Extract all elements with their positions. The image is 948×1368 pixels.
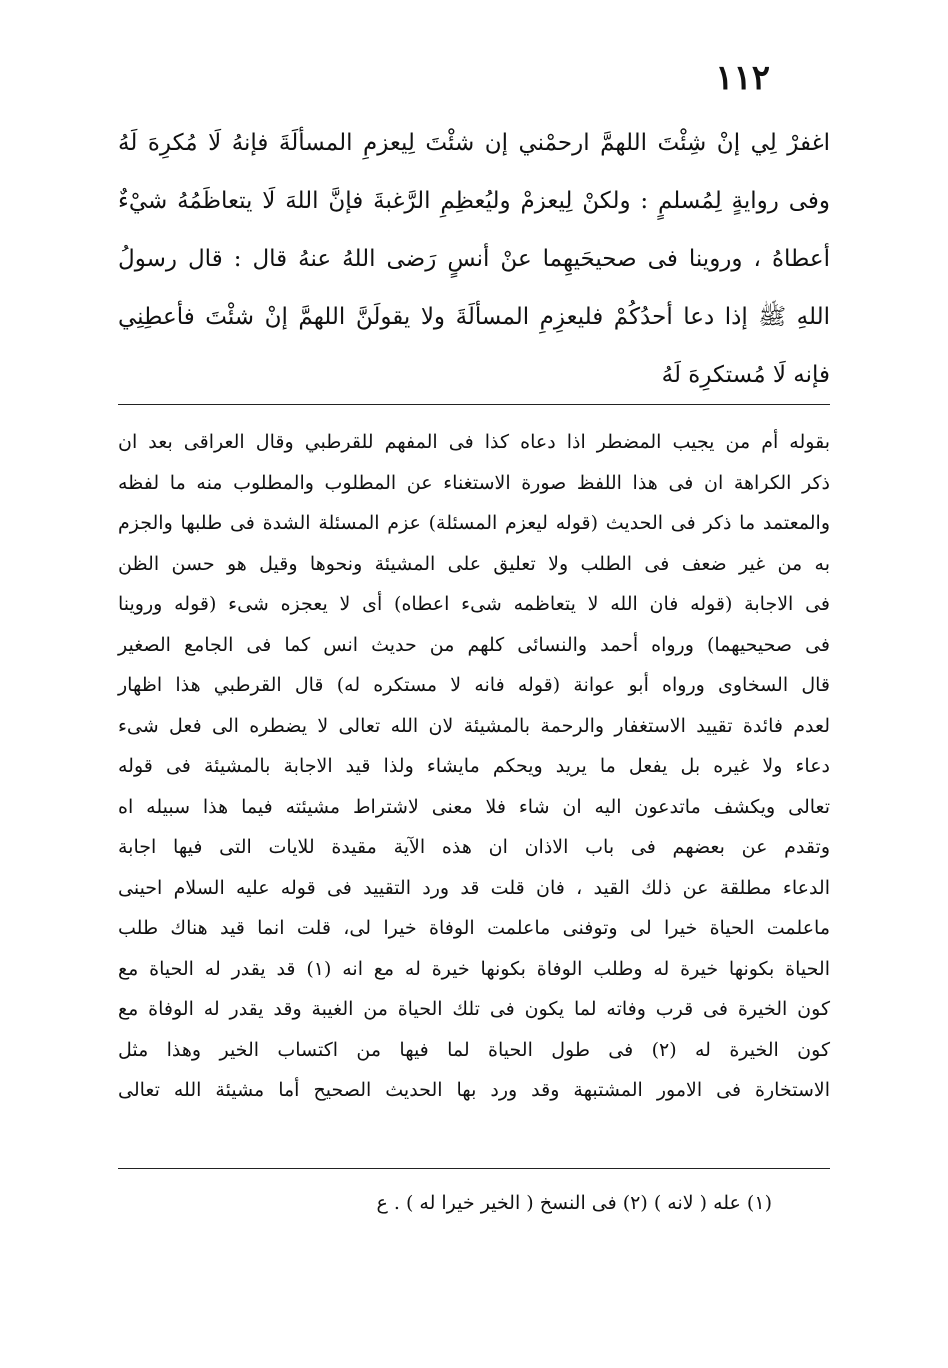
footnote-divider bbox=[118, 1168, 830, 1169]
commentary-line: والمعتمد ما ذكر فى الحديث (قوله ليعزم المسئلة) عزم المسئلة الشدة فى طلبها والجزم bbox=[118, 512, 830, 534]
commentary-line: لعدم فائدة تقييد الاستغفار والرحمة بالمشيئة لان الله تعالى لا يضطره الى فعل شىء bbox=[118, 714, 830, 737]
commentary-line: قال السخاوى ورواه أبو عوانة (قوله فانه لا مستكره له) قال القرطبي هذا اظهار bbox=[118, 674, 830, 696]
footnote: (١) عله ( لانه ) (٢) فى النسخ ( الخير خيرا له ) . ع bbox=[376, 1192, 772, 1214]
main-text-line: اللهِ ﷺ إذا دعا أحدُكُمْ فليعزِمِ المسألَةَ ولا يقولَنَّ اللهمَّ إنْ شئْتَ فأعطِنِي bbox=[118, 304, 830, 330]
commentary-line: وتقدم عن بعضهم فى باب الاذان ان هذه الآية مقيدة للايات التى فيها اجابة bbox=[118, 836, 830, 858]
commentary-block bbox=[118, 422, 830, 1111]
commentary-line: كون الخيرة له (٢) فى طول الحياة لما فيها من اكتساب الخير وهذا مثل bbox=[118, 1038, 830, 1061]
commentary-line: فى صحيحيهما) ورواه أحمد والنسائى كلهم من حديث انس كما فى الجامع الصغير bbox=[118, 633, 830, 656]
page-number: ١١٢ bbox=[715, 58, 770, 98]
main-text-line: فإنه لَا مُستكرِهَ لَهُ bbox=[661, 362, 830, 388]
commentary-line: ذكر الكراهة ان فى هذا اللفظ صورة الاستغناء عن المطلوب والمطلوب منه ما لفظه bbox=[118, 471, 830, 494]
commentary-line: دعاء ولا غيره بل يفعل ما يريد ويحكم مايشاء ولذا قيد الاجابة بالمشيئة فى قوله bbox=[118, 755, 830, 777]
section-divider bbox=[118, 404, 830, 405]
main-text-line: اغفرْ لِي إنْ شِئْتَ اللهمَّ ارحمْني إن شئْتَ لِيعزمِ المسألَةَ فإنهُ لَا مُكرِهَ لَهُ bbox=[118, 130, 830, 156]
commentary-line: الحياة بكونها خيرة له وطلب الوفاة بكونها خيرة له مع انه (١) قد يقدر له الحياة مع bbox=[118, 957, 830, 980]
commentary-line: بقوله أم من يجيب المضطر اذا دعاه كذا فى المفهم للقرطبي وقال العراقى بعد ان bbox=[118, 431, 830, 453]
commentary-line: الدعاء مطلقة عن ذلك القيد ، فان قلت قد ورد التقييد فى قوله عليه السلام احينى bbox=[118, 876, 830, 899]
commentary-line: به من غير ضعف فى الطلب ولا تعليق على المشيئة ونحوها وقيل هو حسن الظن bbox=[118, 552, 830, 575]
commentary-line: الاستخارة فى الامور المشتبهة وقد ورد بها الحديث الصحيح أما مشيئة الله تعالى bbox=[118, 1079, 830, 1101]
commentary-line: ماعلمت الحياة خيرا لى وتوفنى ماعلمت الوفاة خيرا لى، قلت انما قيد هناك طلب bbox=[118, 917, 830, 939]
commentary-line: تعالى ويكشف ماتدعون اليه ان شاء فلا معنى لاشتراط مشيئته فيما هذا سبيله اه bbox=[118, 795, 830, 818]
commentary-line: فى الاجابة (قوله فان الله لا يتعاظمه شىء اعطاه) أى لا يعجزه شىء (قوله وروينا bbox=[118, 593, 830, 615]
main-text-block bbox=[118, 114, 830, 404]
main-text-line: وفى روايةٍ لِمُسلمٍ : ولكنْ لِيعزمْ وليُعظِمِ الرَّغبةَ فإنَّ اللهَ لَا يتعاظَمُهُ شيْءٌ bbox=[118, 188, 830, 214]
main-text-line: أعطاهُ ، وروينا فى صحيحَيهِما عنْ أنسٍ رَضى اللهُ عنهُ قال : قال رسولُ bbox=[118, 246, 830, 272]
commentary-line: كون الخيرة فى قرب وفاته لما يكون فى تلك الحياة من الغيبة وقد يقدر له الوفاة مع bbox=[118, 998, 830, 1020]
